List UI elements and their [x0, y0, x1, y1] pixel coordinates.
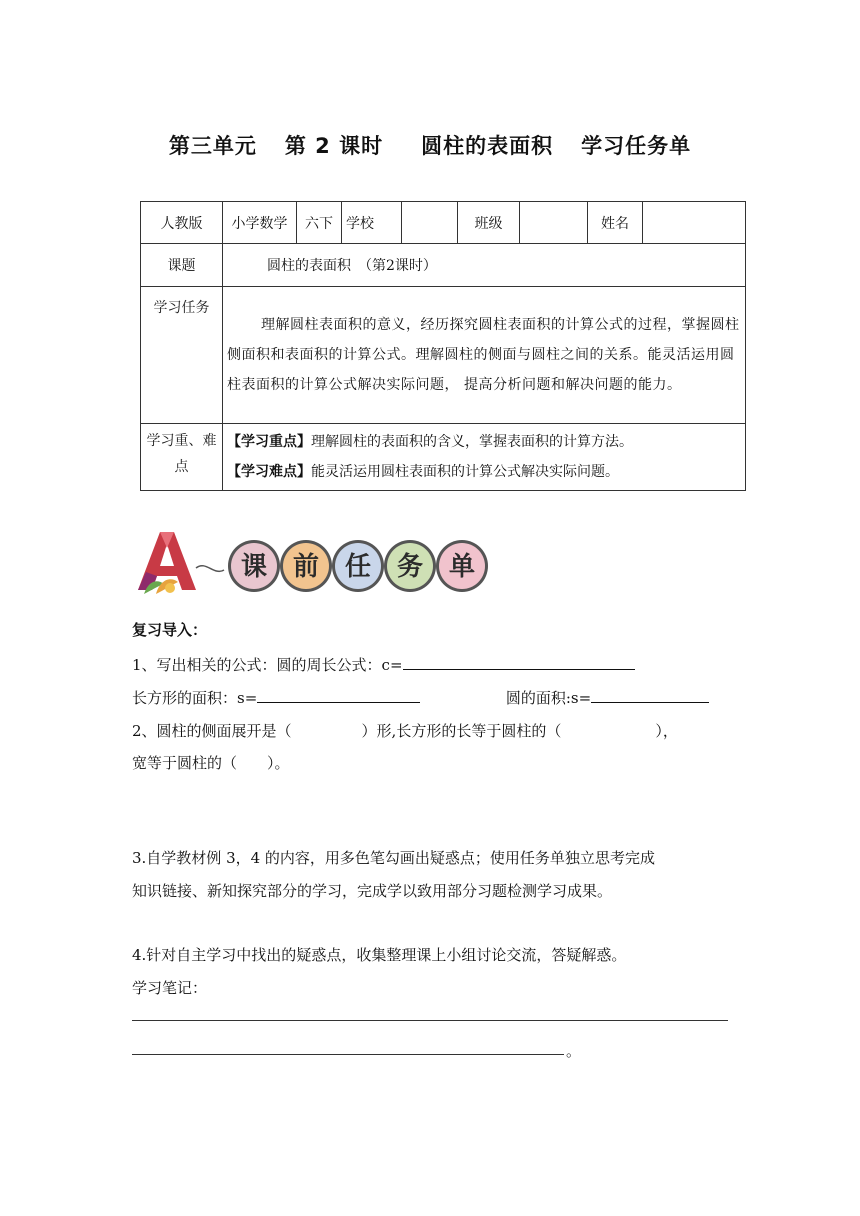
key-label: 学习重、难点: [141, 424, 223, 491]
title-unit: 第三单元: [168, 134, 257, 158]
q2-part4: 宽等于圆柱的（ ）。: [132, 754, 290, 772]
title-doc: 学习任务单: [581, 134, 692, 158]
title-topic: 圆柱的表面积: [421, 134, 554, 158]
circumference-blank[interactable]: [403, 653, 635, 670]
topic-value: 圆柱的表面积 （第2课时）: [223, 244, 746, 287]
task-text: 理解圆柱表面积的意义，经历探究圆柱表面积的计算公式的过程，掌握圆柱侧面积和表面积的计算公式。理解圆柱的侧面与圆柱之间的关系。能灵活运用圆柱表面积的计算公式解决实际问题， 提高分析问题和解决问题的能力。: [223, 287, 746, 424]
page-title: [0, 130, 860, 160]
circle-area-blank[interactable]: [591, 686, 709, 703]
key-points: [223, 424, 746, 491]
area-line: [132, 686, 732, 708]
q2-line: [132, 720, 732, 741]
q3-line2: 知识链接、新知探究部分的学习，完成学以致用部分习题检测学习成果。: [132, 882, 613, 900]
grade-cell: 六下: [297, 202, 342, 244]
difficulty-line: [227, 457, 741, 487]
notes-line-2[interactable]: [132, 1054, 564, 1055]
q1-prefix: 1、写出相关的公式：圆的周长公式：c=: [132, 656, 403, 674]
pre-class-banner: [130, 528, 490, 598]
end-mark: 。: [566, 1042, 582, 1060]
difficulty-tag: 【学习难点】: [227, 464, 311, 480]
q1-line: [132, 653, 732, 675]
banner-char-4: 务: [396, 552, 424, 582]
q2-part3: ），: [655, 722, 678, 740]
task-label: 学习任务: [141, 287, 223, 424]
letter-a-logo: [138, 532, 224, 594]
banner-char-2: 前: [292, 552, 320, 582]
school-field[interactable]: [402, 202, 458, 244]
q2-part2: ）形,长方形的长等于圆柱的（: [361, 722, 562, 740]
banner-char-1: 课: [240, 552, 268, 582]
subject-cell: 小学数学: [223, 202, 297, 244]
rect-area-blank[interactable]: [257, 686, 420, 703]
class-label: 班级: [458, 202, 520, 244]
rect-area-label: 长方形的面积：s=: [132, 689, 258, 707]
difficulty-text: 能灵活运用圆柱表面积的计算公式解决实际问题。: [311, 464, 619, 480]
key-point-line: [227, 427, 741, 457]
title-lesson: 第 2 课时: [284, 134, 384, 158]
banner-char-5: 单: [448, 552, 476, 582]
name-label: 姓名: [588, 202, 643, 244]
notes-line-1[interactable]: [132, 1020, 728, 1021]
banner-char-3: 任: [344, 552, 372, 582]
q3-line1: 3.自学教材例 3，4 的内容，用多色笔勾画出疑惑点；使用任务单独立思考完成: [132, 849, 655, 867]
key-point-text: 理解圆柱的表面积的含义，掌握表面积的计算方法。: [311, 434, 633, 450]
circle-area-label: 圆的面积:s=: [505, 689, 592, 707]
class-field[interactable]: [520, 202, 588, 244]
school-label: 学校: [342, 202, 402, 244]
name-field[interactable]: [643, 202, 746, 244]
q4-text: 4.针对自主学习中找出的疑惑点，收集整理课上小组讨论交流，答疑解惑。: [132, 946, 627, 964]
topic-label: 课题: [141, 244, 223, 287]
edition-cell: 人教版: [141, 202, 223, 244]
notes-label: 学习笔记：: [132, 979, 208, 997]
info-table: [140, 201, 746, 491]
review-heading: 复习导入：: [132, 621, 208, 639]
q2-part1: 2、圆柱的侧面展开是（: [132, 722, 292, 740]
key-point-tag: 【学习重点】: [227, 434, 311, 450]
